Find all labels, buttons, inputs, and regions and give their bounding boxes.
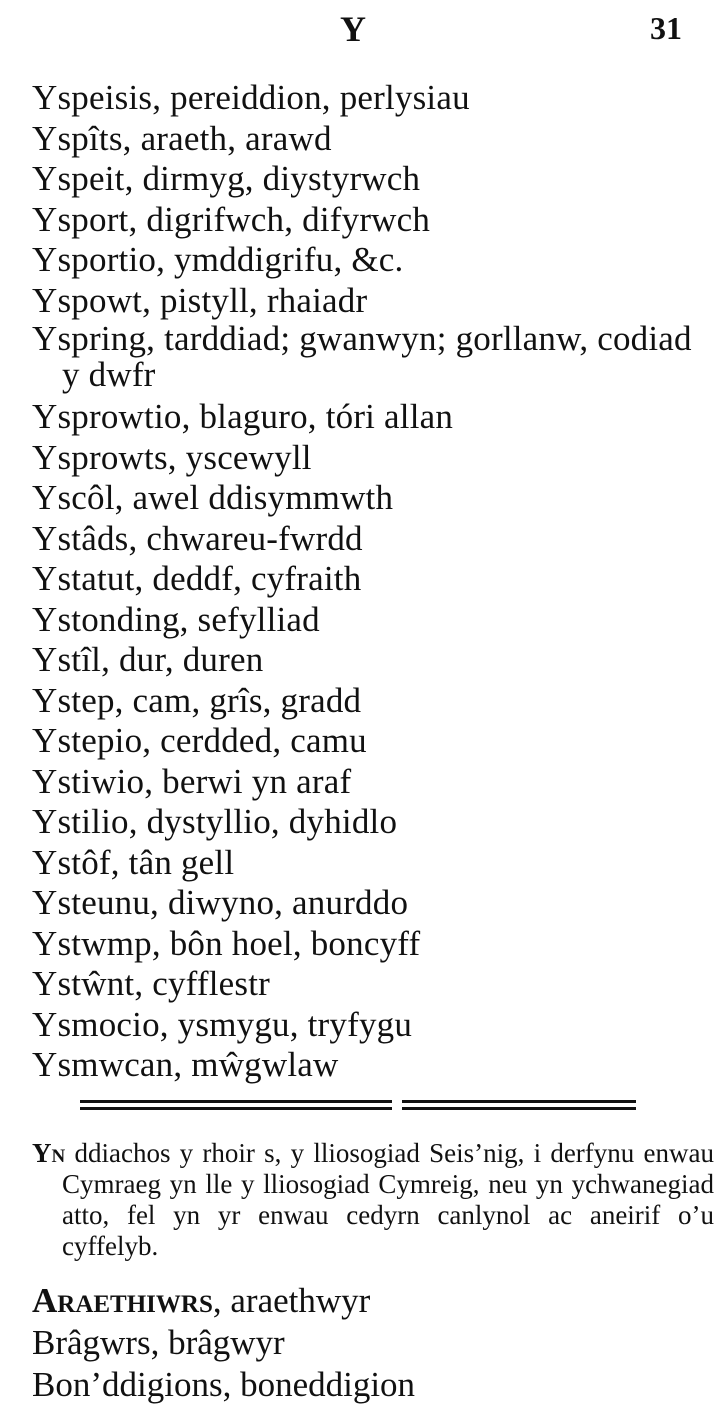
glossary-entry: Ystîl, dur, duren: [32, 640, 264, 679]
glossary-entry: Ystep, cam, grîs, gradd: [32, 680, 362, 720]
glossary-entry: Ystâds, chwareu-fwrdd: [32, 518, 363, 558]
glossary-entry: Ysteunu, diwyno, anurddo: [32, 883, 409, 922]
glossary-entry: Ysportio, ymddigrifu, &c.: [32, 240, 404, 279]
glossary-entry: Ystiwio, berwi yn araf: [32, 761, 352, 801]
section-divider: [80, 1100, 636, 1114]
glossary-entry: Ystatut, deddf, cyfraith: [32, 559, 362, 598]
glossary-entry: Yspowt, pistyll, rhaiadr: [32, 280, 368, 320]
divider-line: [80, 1100, 392, 1103]
glossary-entry: Yspîts, araeth, arawd: [32, 118, 332, 158]
example-headword: Araethiwrs: [32, 1281, 213, 1320]
example-headword: Bon’ddigions: [32, 1365, 223, 1404]
glossary-entry: Yspeisis, pereiddion, perlysiau: [32, 78, 470, 117]
divider-line: [402, 1100, 636, 1103]
example-gloss: , araethwyr: [212, 1281, 371, 1320]
glossary-entry: Ystepio, cerdded, camu: [32, 721, 367, 760]
note-lead-word: Yn: [32, 1138, 66, 1168]
page-number: 31: [650, 10, 682, 46]
glossary-entry: Ystôf, tân gell: [32, 842, 235, 882]
divider-line: [402, 1107, 636, 1110]
glossary-entry: Ysmocio, ysmygu, tryfygu: [32, 1004, 413, 1044]
glossary-entries: [32, 78, 692, 1086]
example-entry: [32, 1364, 692, 1406]
example-list: [32, 1280, 692, 1406]
divider-line: [80, 1107, 392, 1110]
glossary-entry: Ysprowtio, blaguro, tóri allan: [32, 397, 454, 436]
glossary-entry: Ystonding, sefylliad: [32, 599, 320, 639]
running-head: [0, 8, 714, 58]
glossary-entry: Ystwmp, bôn hoel, boncyff: [32, 923, 421, 963]
example-gloss: , brâgwyr: [150, 1323, 285, 1362]
glossary-entry: Ysport, digrifwch, difyrwch: [32, 199, 431, 239]
example-headword: Brâgwrs: [32, 1323, 151, 1362]
example-entry: [32, 1322, 692, 1364]
glossary-entry: Ysmwcan, mŵgwlaw: [32, 1045, 339, 1084]
note-text: ddiachos y rhoir s, y lliosogiad Seis’nig, i derfynu enwau Cymraeg yn lle y lliosogiad Cymreig, neu yn ychwanegiad atto, fel yn yr enwau cedyrn canlynol ac aneirif o’u cyffelyb.: [62, 1138, 714, 1261]
glossary-entry: Ysprowts, yscewyll: [32, 437, 312, 477]
glossary-entry: Ystilio, dystyllio, dyhidlo: [32, 802, 398, 841]
glossary-entry: Yscôl, awel ddisymmwth: [32, 478, 394, 517]
glossary-entry: Yspeit, dirmyg, diystyrwch: [32, 159, 421, 198]
example-gloss: , boneddigion: [222, 1365, 416, 1404]
example-entry: [32, 1280, 692, 1322]
explanatory-note: [32, 1138, 714, 1262]
glossary-entry: Yspring, tarddiad; gwanwyn; gorllanw, codiad y dwfr: [32, 319, 692, 394]
glossary-entry: Ystŵnt, cyfflestr: [32, 964, 270, 1003]
section-letter: Y: [340, 9, 366, 49]
